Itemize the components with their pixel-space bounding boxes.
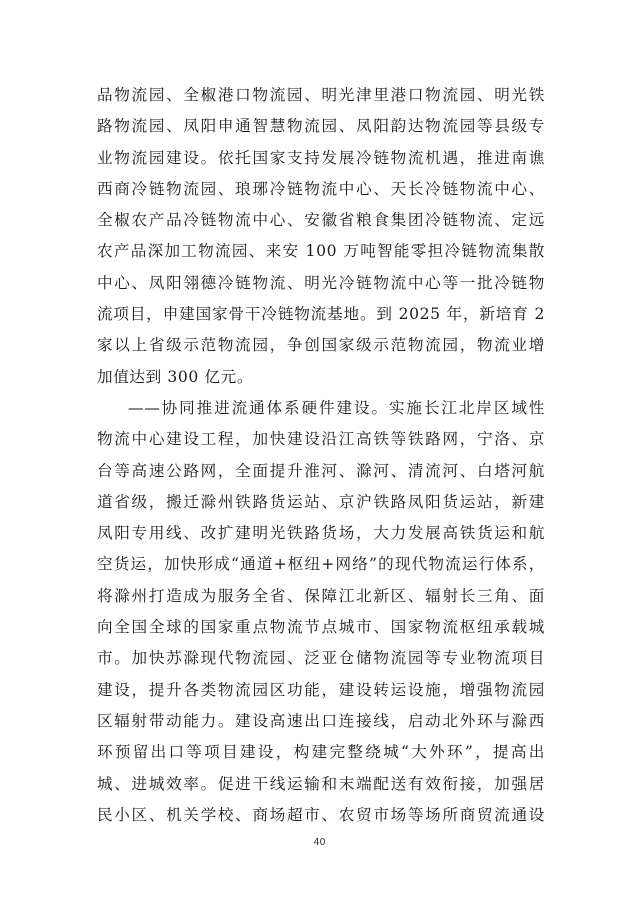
page-number: 40 xyxy=(313,837,326,848)
text-line: 流项目，申建国家骨干冷链物流基地。到 2025 年，新培育 2 xyxy=(97,305,545,324)
paragraph-end-line: 加值达到 300 亿元。 xyxy=(97,367,254,386)
text-line: 建设，提升各类物流园区功能，建设转运设施，增强物流园 xyxy=(97,680,545,699)
text-line: 路物流园、凤阳申通智慧物流园、凤阳韵达物流园等县级专 xyxy=(97,117,545,136)
section-heading-line: ——协同推进流通体系硬件建设。实施长江北岸区域性 xyxy=(128,398,545,417)
text-line: 空货运，加快形成“通道+枢纽+网络”的现代物流运行体系， xyxy=(97,555,545,574)
text-line: 向全国全球的国家重点物流节点城市、国家物流枢纽承载城 xyxy=(97,618,545,637)
text-line: 台等高速公路网，全面提升淮河、滁河、清流河、白塔河航 xyxy=(97,461,545,480)
text-line: 中心、凤阳翎德冷链物流、明光冷链物流中心等一批冷链物 xyxy=(97,273,545,292)
text-line: 凤阳专用线、改扩建明光铁路货场，大力发展高铁货运和航 xyxy=(97,524,545,543)
body-text xyxy=(97,80,545,831)
text-line: 区辐射带动能力。建设高速出口连接线，启动北外环与滁西 xyxy=(97,711,545,730)
text-line: 物流中心建设工程，加快建设沿江高铁等铁路网，宁洛、京 xyxy=(97,430,545,449)
text-line: 将滁州打造成为服务全省、保障江北新区、辐射长三角、面 xyxy=(97,586,545,605)
text-line: 农产品深加工物流园、来安 100 万吨智能零担冷链物流集散 xyxy=(97,242,545,261)
text-line: 市。加快苏滁现代物流园、泛亚仓储物流园等专业物流项目 xyxy=(97,649,545,668)
text-line: 道省级，搬迁滁州铁路货运站、京沪铁路凤阳货运站，新建 xyxy=(97,492,545,511)
text-line: 业物流园建设。依托国家支持发展冷链物流机遇，推进南谯 xyxy=(97,148,545,167)
text-line: 城、进城效率。促进干线运输和末端配送有效衔接，加强居 xyxy=(97,774,545,793)
text-line: 家以上省级示范物流园，争创国家级示范物流园，物流业增 xyxy=(97,336,545,355)
text-line: 环预留出口等项目建设，构建完整绕城“大外环”，提高出 xyxy=(97,743,545,762)
text-line: 民小区、机关学校、商场超市、农贸市场等场所商贸流通设 xyxy=(97,805,545,824)
text-line: 品物流园、全椒港口物流园、明光津里港口物流园、明光铁 xyxy=(97,86,545,104)
text-line: 全椒农产品冷链物流中心、安徽省粮食集团冷链物流、定远 xyxy=(97,211,545,230)
text-line: 西商冷链物流园、琅琊冷链物流中心、天长冷链物流中心、 xyxy=(97,179,545,198)
